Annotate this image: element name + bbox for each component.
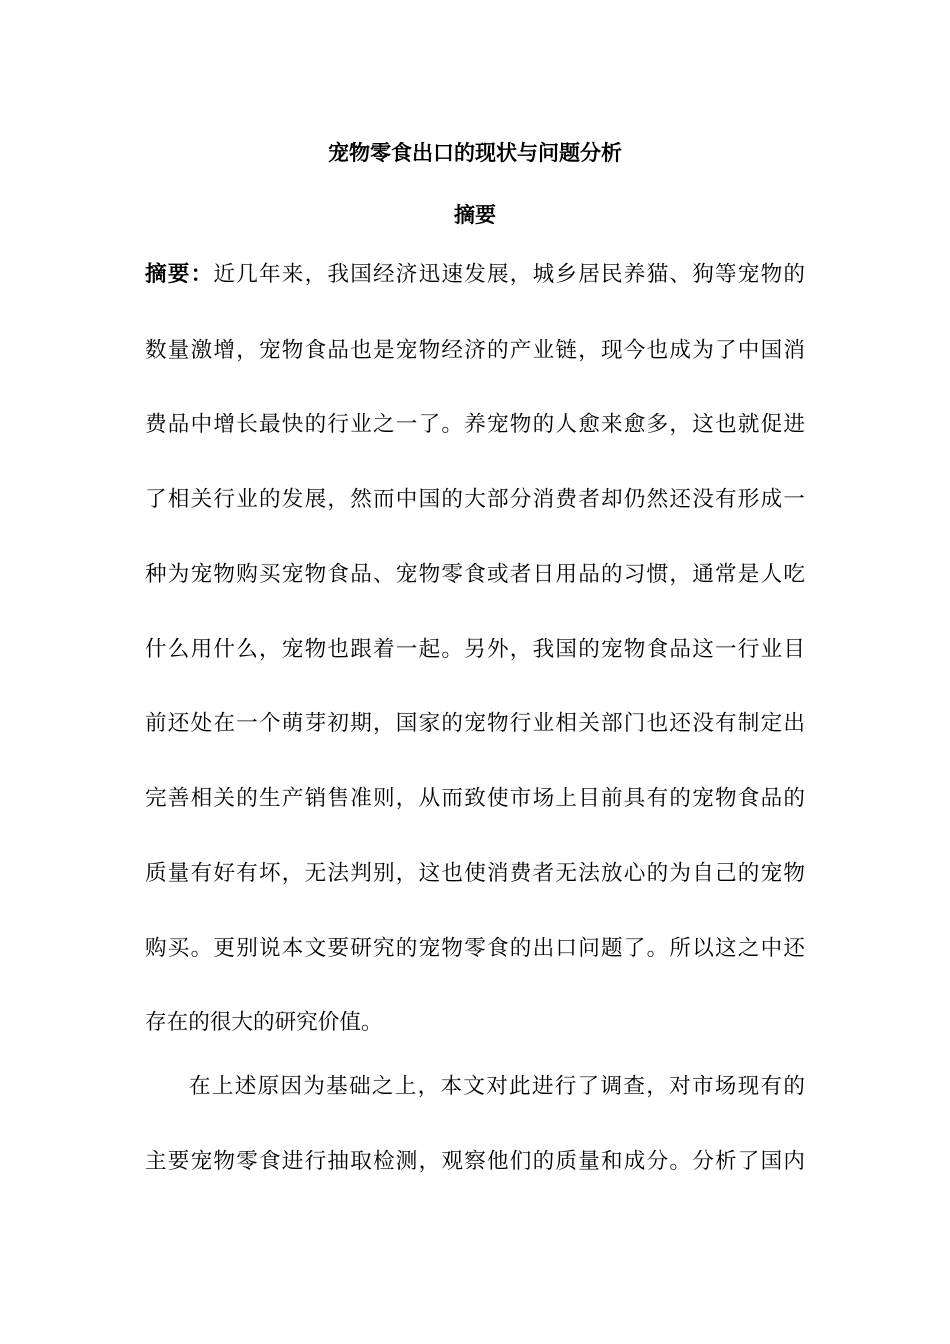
abstract-line-8: 完善相关的生产销售准则，从而致使市场上目前具有的宠物食品的: [145, 786, 805, 811]
abstract-line-4: 了相关行业的发展，然而中国的大部分消费者却仍然还没有形成一: [145, 487, 805, 512]
abstract-line-6: 什么用什么，宠物也跟着一起。另外，我国的宠物食品这一行业目: [145, 637, 805, 662]
abstract-label: 摘要：: [145, 262, 214, 287]
abstract-line-7: 前还处在一个萌芽初期，国家的宠物行业相关部门也还没有制定出: [145, 711, 805, 736]
abstract-line-5: 种为宠物购买宠物食品、宠物零食或者日用品的习惯，通常是人吃: [145, 562, 805, 587]
paragraph2-line-2: 主要宠物零食进行抽取检测，观察他们的质量和成分。分析了国内: [145, 1149, 805, 1174]
abstract-line-3: 费品中增长最快的行业之一了。养宠物的人愈来愈多，这也就促进: [145, 412, 805, 437]
abstract-heading: 摘要: [454, 203, 496, 227]
abstract-line-11: 存在的很大的研究价值。: [145, 1010, 383, 1035]
abstract-line-9: 质量有好有坏，无法判别，这也使消费者无法放心的为自己的宠物: [145, 861, 805, 886]
abstract-line-1: [145, 259, 805, 291]
abstract-line-text: 近几年来，我国经济迅速发展，城乡居民养猫、狗等宠物的: [213, 262, 805, 287]
document-title: 宠物零食出口的现状与问题分析: [328, 141, 622, 165]
paragraph2-line-1: 在上述原因为基础之上，本文对此进行了调查，对市场现有的: [189, 1074, 805, 1099]
abstract-line-10: 购买。更别说本文要研究的宠物零食的出口问题了。所以这之中还: [145, 936, 805, 961]
abstract-line-2: 数量激增，宠物食品也是宠物经济的产业链，现今也成为了中国消: [145, 338, 805, 363]
